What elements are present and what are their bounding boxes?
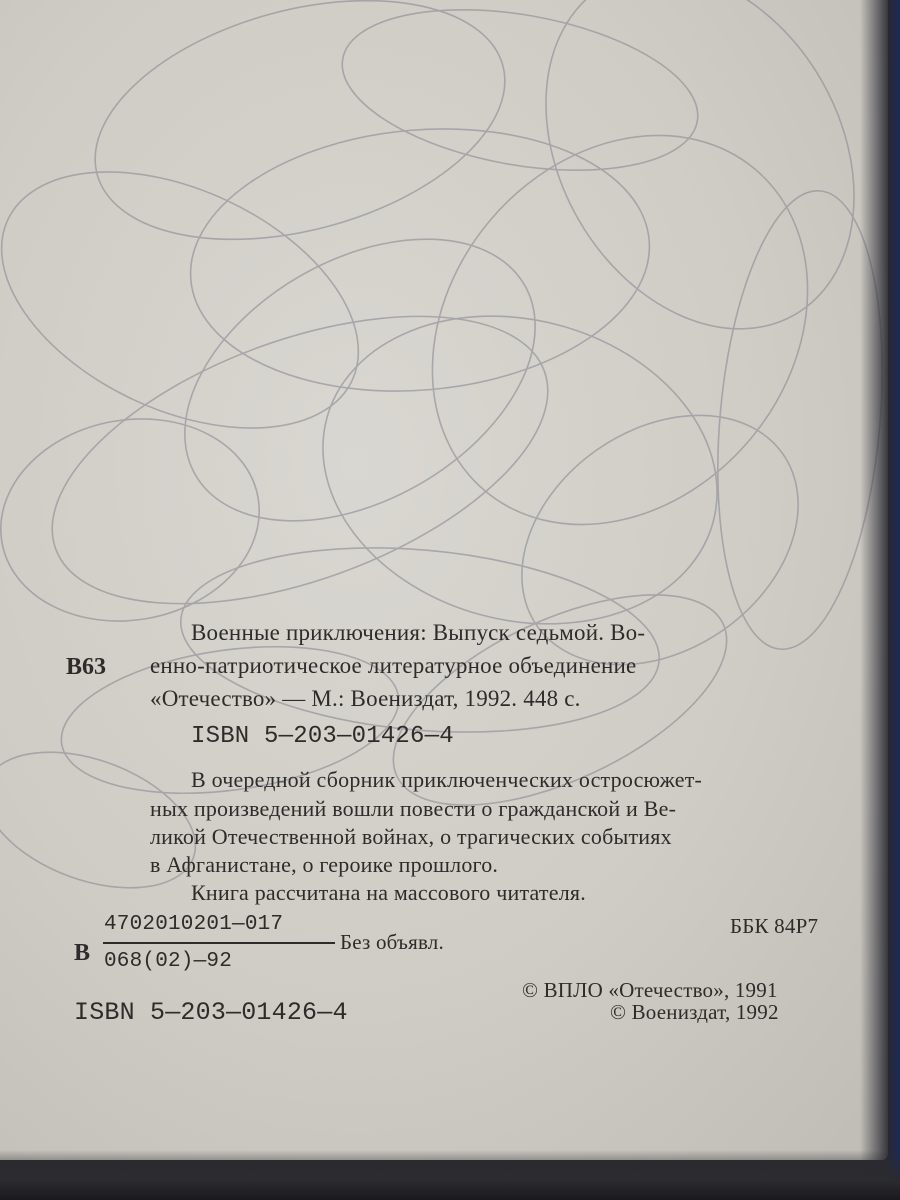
annotation-line-2: ных произведений вошли повести о гражданской и Ве- [150,796,677,821]
copyright-1: © ВПЛО «Отечество», 1991 [522,978,778,1002]
copyright-2: © Воениздат, 1992 [610,1000,779,1024]
imprint-line-3: «Отечество» — М.: Воениздат, 1992. 448 с. [150,686,581,711]
isbn-line: ISBN 5—203—01426—4 [191,723,454,750]
classification-code: В63 [66,654,107,680]
annotation-line-4: в Афганистане, о героике прошлого. [150,852,499,877]
footer-isbn: ISBN 5—203—01426—4 [74,998,348,1027]
annotation-line-1: В очередной сборник приключенческих остросюжет- [191,767,703,792]
fraction-denominator: 068(02)—92 [104,950,233,973]
bbk-code: ББК 84Р7 [730,914,819,938]
annotation-line-5: Книга рассчитана на массового читателя. [191,880,586,905]
imprint-line-1: Военные приключения: Выпуск седьмой. Во- [191,620,646,645]
footer-letter: В [74,940,91,966]
annotation-line-3: ликой Отечественной войнах, о трагических событиях [150,824,672,849]
no-announce-label: Без объявл. [340,930,444,954]
fraction-numerator: 4702010201—017 [104,913,284,936]
book-bottom-shadow [0,1150,900,1200]
book-edge-shadow [860,0,900,1200]
imprint-line-2: енно-патриотическое литературное объединение [150,653,637,678]
fraction-divider [103,942,335,944]
